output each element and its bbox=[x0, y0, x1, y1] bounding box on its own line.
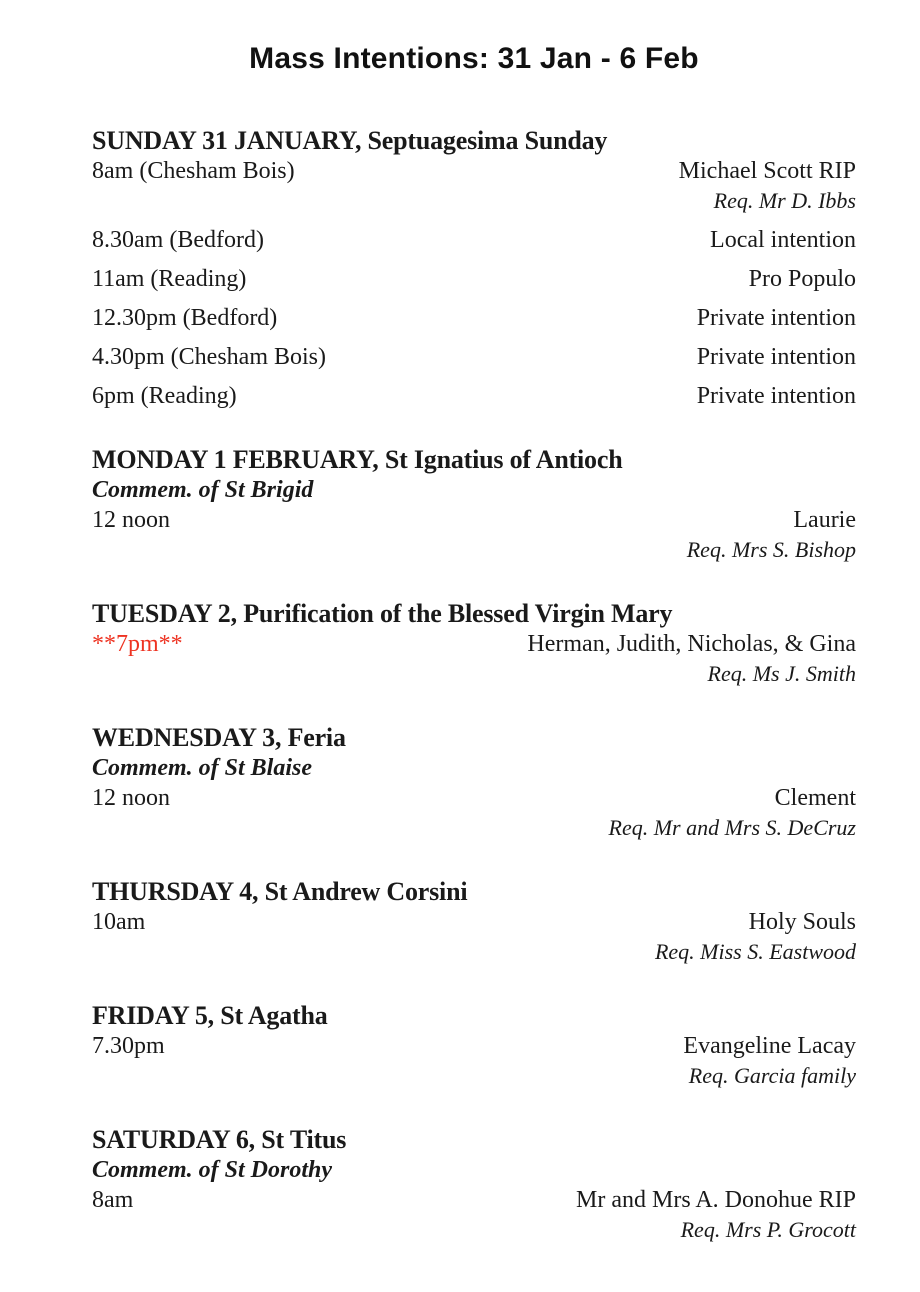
mass-entry bbox=[92, 303, 856, 333]
day-section-monday bbox=[92, 445, 856, 565]
mass-entry bbox=[92, 342, 856, 372]
entry-requester: Req. Ms J. Smith bbox=[707, 661, 856, 686]
mass-entry bbox=[92, 381, 856, 411]
day-header: WEDNESDAY 3, Feria bbox=[92, 723, 346, 752]
day-section-saturday bbox=[92, 1125, 856, 1245]
entry-time: 11am (Reading) bbox=[92, 266, 247, 292]
day-section-thursday bbox=[92, 877, 856, 967]
day-header: THURSDAY 4, St Andrew Corsini bbox=[92, 877, 468, 906]
entry-requester: Req. Mr and Mrs S. DeCruz bbox=[608, 815, 856, 840]
entry-requester: Req. Miss S. Eastwood bbox=[654, 939, 856, 964]
mass-entry bbox=[92, 264, 856, 294]
mass-entry bbox=[92, 225, 856, 255]
entry-intention: Holy Souls bbox=[748, 909, 856, 935]
entry-intention: Herman, Judith, Nicholas, & Gina bbox=[527, 631, 856, 657]
page-title: Mass Intentions: 31 Jan - 6 Feb bbox=[249, 42, 699, 75]
entry-time: 7.30pm bbox=[92, 1033, 165, 1059]
entry-intention: Clement bbox=[774, 785, 856, 811]
commem-line: Commem. of St Dorothy bbox=[92, 1157, 333, 1183]
mass-entry bbox=[92, 783, 856, 843]
day-header: FRIDAY 5, St Agatha bbox=[92, 1001, 328, 1030]
entry-intention: Evangeline Lacay bbox=[683, 1033, 856, 1059]
entry-time: 8.30am (Bedford) bbox=[92, 227, 264, 253]
entry-requester: Req. Mrs P. Grocott bbox=[680, 1217, 856, 1242]
entry-intention: Private intention bbox=[696, 383, 856, 409]
mass-entry bbox=[92, 629, 856, 689]
entry-time: 10am bbox=[92, 909, 146, 935]
entry-time: 6pm (Reading) bbox=[92, 383, 237, 409]
entry-time: 4.30pm (Chesham Bois) bbox=[92, 344, 326, 370]
entry-time: 12 noon bbox=[92, 507, 170, 533]
entry-intention: Mr and Mrs A. Donohue RIP bbox=[576, 1187, 856, 1213]
entry-intention: Michael Scott RIP bbox=[678, 158, 856, 184]
day-header: MONDAY 1 FEBRUARY, St Ignatius of Antioch bbox=[92, 445, 623, 474]
entry-time: 12 noon bbox=[92, 785, 170, 811]
day-header: TUESDAY 2, Purification of the Blessed Virgin Mary bbox=[92, 599, 673, 628]
entry-intention: Pro Populo bbox=[748, 266, 856, 292]
day-section-sunday bbox=[92, 126, 856, 411]
entry-requester: Req. Garcia family bbox=[688, 1063, 856, 1088]
mass-entry bbox=[92, 505, 856, 565]
day-section-wednesday bbox=[92, 723, 856, 843]
mass-entry bbox=[92, 1031, 856, 1091]
entry-time: 12.30pm (Bedford) bbox=[92, 305, 278, 331]
entry-time: 8am bbox=[92, 1187, 134, 1213]
entry-intention: Laurie bbox=[793, 507, 856, 533]
entry-intention: Private intention bbox=[696, 344, 856, 370]
entry-time: 8am (Chesham Bois) bbox=[92, 158, 295, 184]
commem-line: Commem. of St Brigid bbox=[92, 477, 314, 503]
entry-requester: Req. Mr D. Ibbs bbox=[713, 188, 856, 213]
day-section-friday bbox=[92, 1001, 856, 1091]
day-header: SUNDAY 31 JANUARY, Septuagesima Sunday bbox=[92, 126, 608, 155]
mass-entry bbox=[92, 1185, 856, 1245]
day-section-tuesday bbox=[92, 599, 856, 689]
entry-intention: Private intention bbox=[696, 305, 856, 331]
day-header: SATURDAY 6, St Titus bbox=[92, 1125, 347, 1154]
entry-time-highlighted: **7pm** bbox=[92, 631, 183, 657]
mass-entry bbox=[92, 907, 856, 967]
entry-intention: Local intention bbox=[710, 227, 856, 253]
entry-requester: Req. Mrs S. Bishop bbox=[686, 537, 856, 562]
mass-entry bbox=[92, 156, 856, 216]
commem-line: Commem. of St Blaise bbox=[92, 755, 313, 781]
